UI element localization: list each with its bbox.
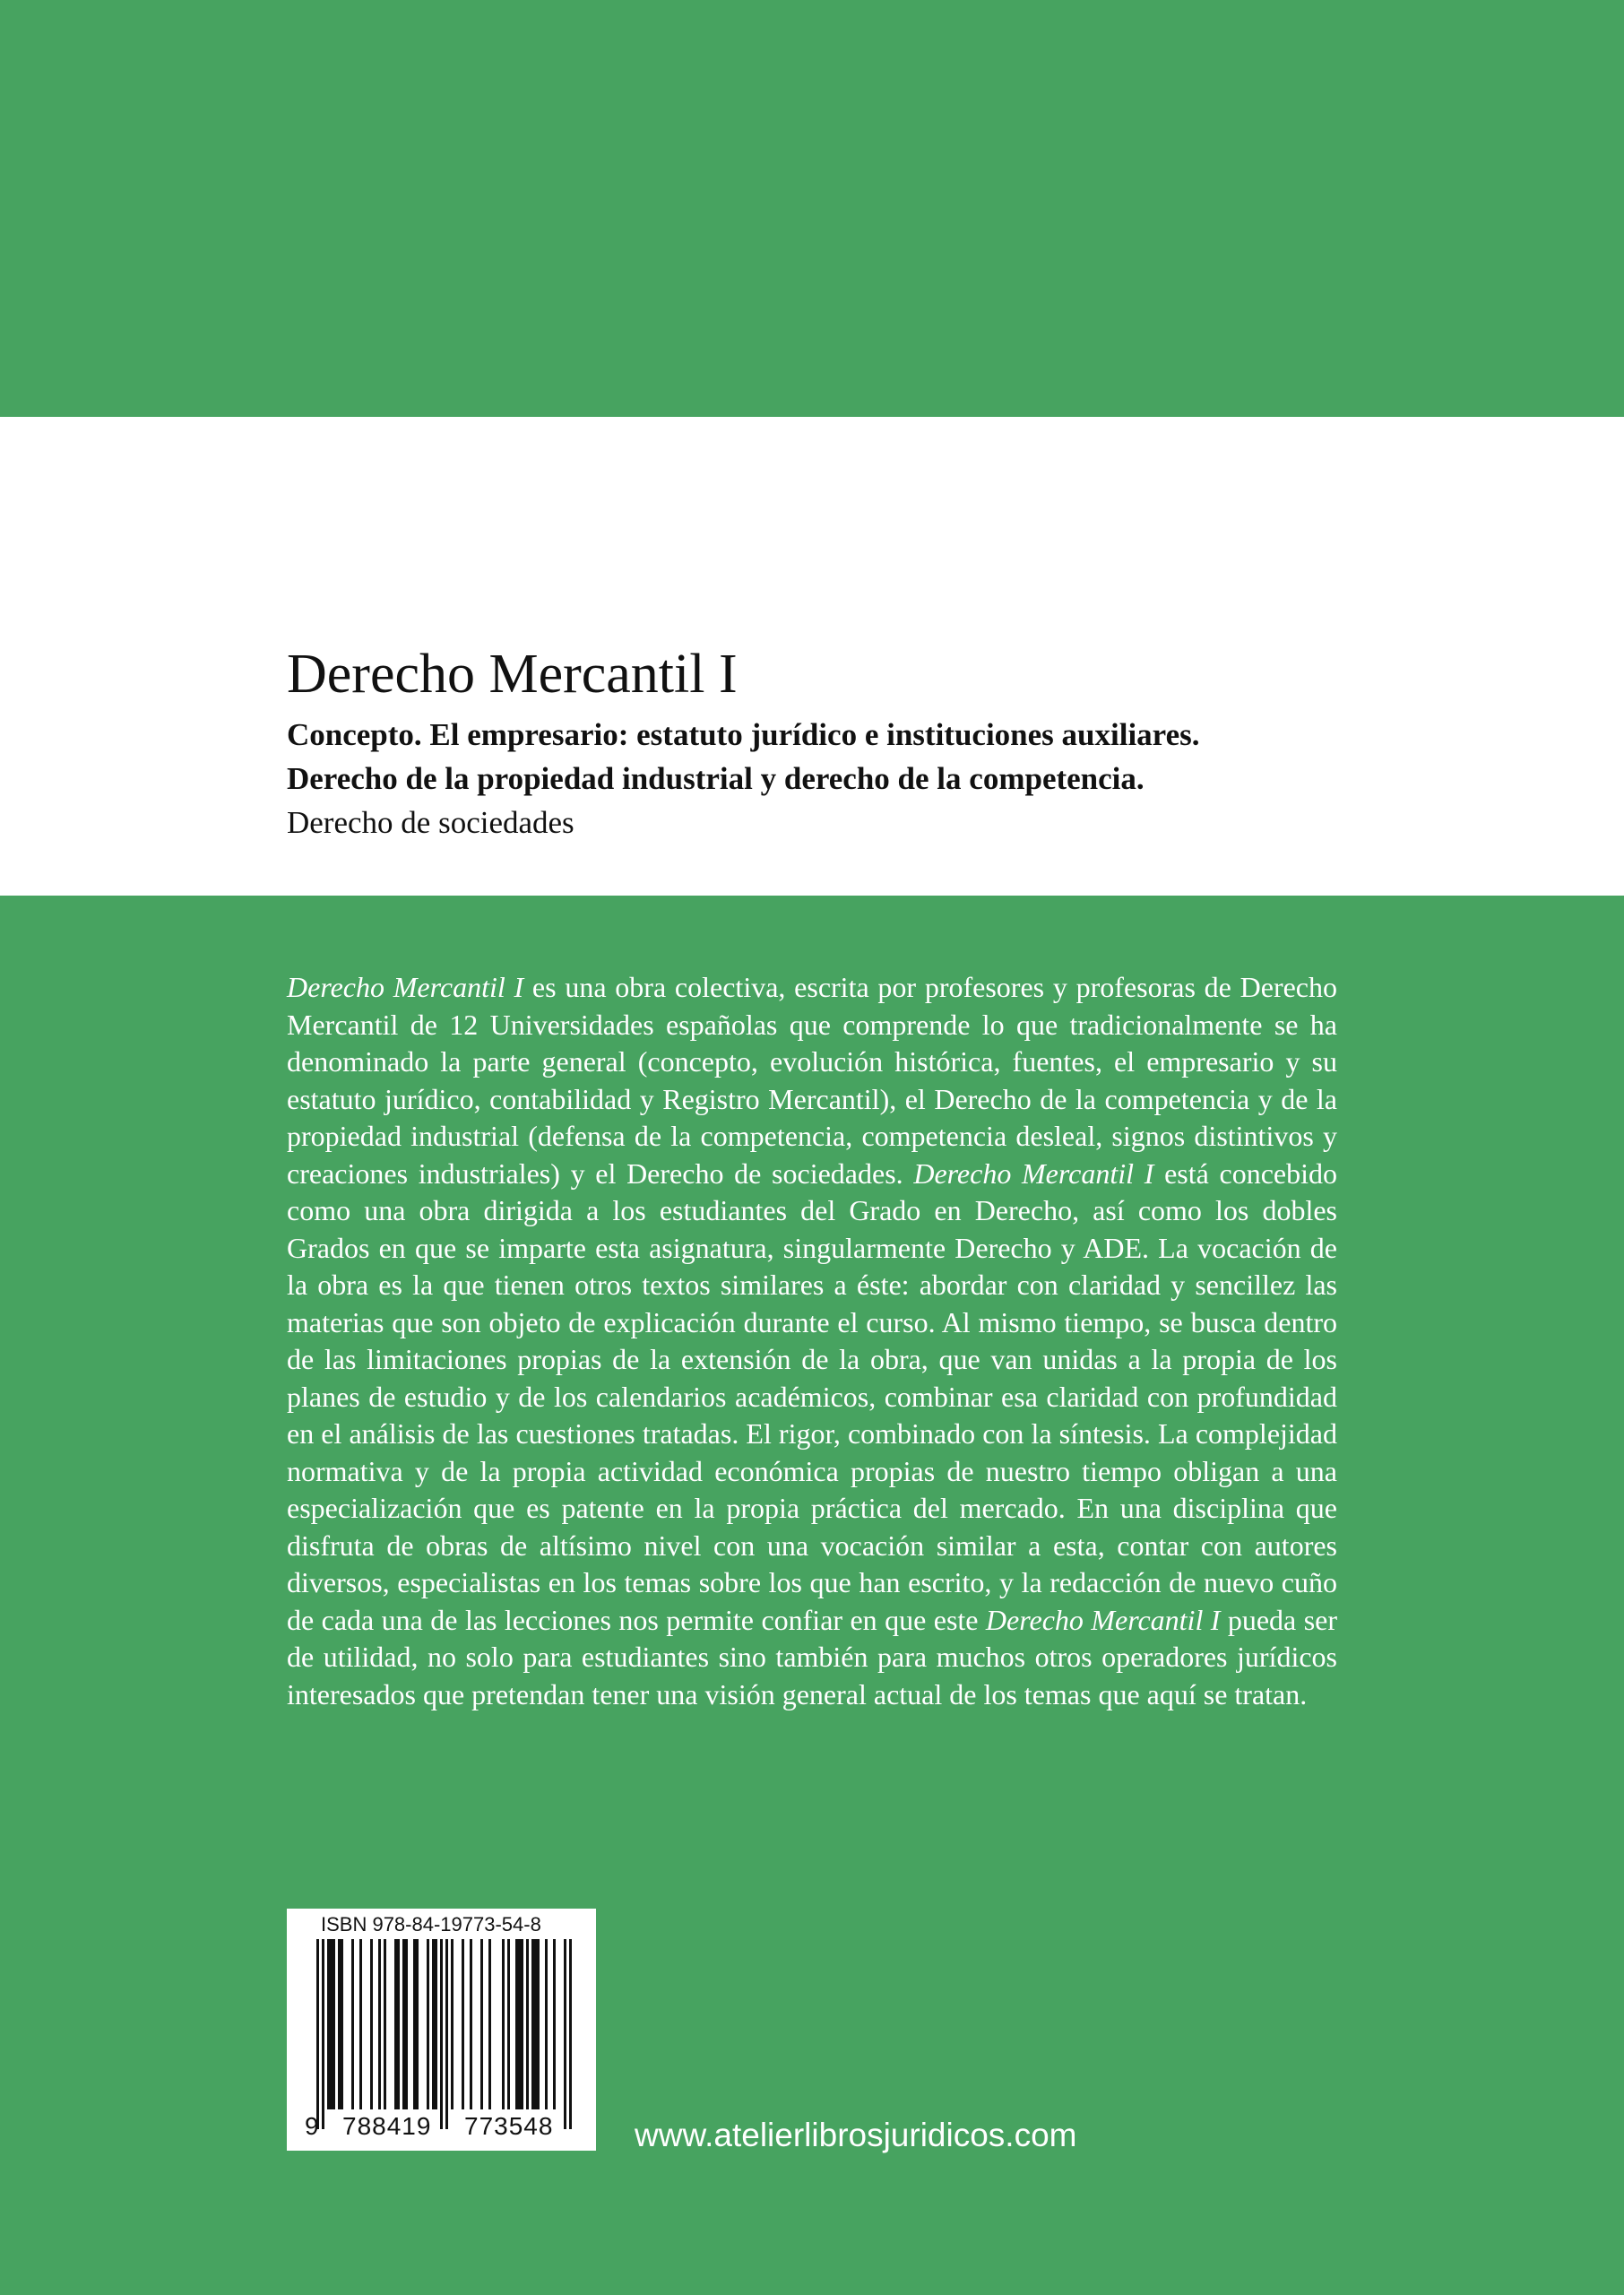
blurb-book-title: Derecho Mercantil I xyxy=(913,1156,1154,1190)
barcode-guard-bar xyxy=(564,1939,566,2129)
barcode-bar xyxy=(402,1939,405,2109)
barcode-bar xyxy=(480,1939,483,2109)
barcode-bar xyxy=(515,1939,518,2109)
barcode-bar xyxy=(397,1939,400,2109)
barcode-bar xyxy=(341,1939,343,2109)
barcode-bar xyxy=(416,1939,419,2109)
barcode-bar xyxy=(327,1939,330,2109)
barcode-bar xyxy=(518,1939,521,2109)
barcode-bar xyxy=(394,1939,397,2109)
barcode-bar xyxy=(351,1939,354,2109)
blurb-text: es una obra colectiva, escrita por profesores y profesoras de Derecho Mercantil de 12 Universidades españolas que comprende lo que tradicionalmente se ha denominado la parte general (concepto, evolución histórica, fuentes, el empresario y su estatuto jurídico, contabilidad y Registro Mercantil), el Derecho de la competencia y de la propiedad industrial (defensa de la competencia, competencia desleal, signos distintivos y creaciones industriales) y el Derecho de sociedades. xyxy=(287,971,1338,1190)
barcode-bar xyxy=(537,1939,540,2109)
barcode-bar xyxy=(384,1939,386,2109)
barcode-bar xyxy=(330,1939,333,2109)
blurb-book-title: Derecho Mercantil I xyxy=(287,971,524,1003)
barcode-bar xyxy=(507,1939,510,2109)
blurb-text: está concebido como una obra dirigida a los estudiantes del Grado en Derecho, así como los dobles Grados en que se imparte esta asignatura, singularmente Derecho y ADE. La vocación de la obra es la que tienen otros textos similares a éste: abordar con claridad y sencillez las materias que son objeto de explicación durante el curso. Al mismo tiempo, se busca dentro de las limitaciones propias de la extensión de la obra, que van unidas a la propia de los planes de estudio y de los calendarios académicos, combinar esa claridad con profundidad en el análisis de las cuestiones tratadas. El rigor, combinado con la síntesis. La complejidad normativa y de la propia actividad económica propias de nuestro tiempo obligan a una especialización que es patente en la propia práctica del mercado. En una disciplina que disfruta de obras de altísimo nivel con una vocación similar a esta, contar con autores diversos, especialistas en los temas sobre los que han escrito, y la redacción de nuevo cuño de cada una de las lecciones nos permite confiar en que este xyxy=(287,1156,1338,1636)
isbn-label: ISBN 978-84-19773-54-8 xyxy=(321,1913,541,1936)
barcode-bar xyxy=(359,1939,362,2109)
barcode-guard-bar xyxy=(322,1939,324,2129)
book-subtitle xyxy=(287,713,1542,844)
barcode-bar xyxy=(333,1939,335,2109)
blurb-book-title: Derecho Mercantil I xyxy=(985,1603,1221,1636)
barcode-bar xyxy=(488,1939,491,2109)
barcode-bar xyxy=(545,1939,548,2109)
book-title: Derecho Mercantil I xyxy=(287,644,738,705)
barcode-guard-bar xyxy=(316,1939,319,2129)
barcode-bar xyxy=(451,1939,454,2109)
barcode-bar xyxy=(553,1939,556,2109)
barcode-left-digits: 788419 xyxy=(342,2112,432,2140)
barcode-guard-bar xyxy=(445,1939,448,2129)
subtitle-line: Derecho de sociedades xyxy=(287,805,574,840)
blurb-text: pueda ser de utilidad, no solo para estudiantes sino también para muchos otros operadores jurídicos interesados que pretendan tener una visión general actual de los temas que aquí se tratan. xyxy=(287,1603,1337,1710)
barcode-first-digit: 9 xyxy=(305,2112,319,2140)
publisher-website: www.atelierlibrosjuridicos.com xyxy=(635,2117,1077,2153)
barcode-bar xyxy=(427,1939,429,2109)
book-blurb xyxy=(287,969,1337,1713)
top-green-band xyxy=(0,0,1624,417)
barcode-bar xyxy=(413,1939,416,2109)
barcode-bar xyxy=(378,1939,381,2109)
barcode-bar xyxy=(502,1939,505,2109)
barcode-bar xyxy=(462,1939,464,2109)
barcode-bar xyxy=(531,1939,534,2109)
barcode-bar xyxy=(470,1939,472,2109)
barcode-guard-bar xyxy=(440,1939,443,2129)
subtitle-line: Derecho de la propiedad industrial y derecho de la competencia. xyxy=(287,761,1145,796)
barcode-right-digits: 773548 xyxy=(464,2112,554,2140)
barcode-guard-bar xyxy=(569,1939,572,2129)
barcode-bar xyxy=(338,1939,341,2109)
subtitle-line: Concepto. El empresario: estatuto jurídico e instituciones auxiliares. xyxy=(287,717,1200,752)
isbn-barcode xyxy=(287,1909,596,2151)
barcode-bar xyxy=(534,1939,537,2109)
barcode-bar xyxy=(435,1939,437,2109)
barcode-bar xyxy=(521,1939,523,2109)
barcode-bar xyxy=(370,1939,373,2109)
barcode-bar xyxy=(405,1939,408,2109)
barcode-bar xyxy=(526,1939,529,2109)
barcode-bar xyxy=(432,1939,435,2109)
